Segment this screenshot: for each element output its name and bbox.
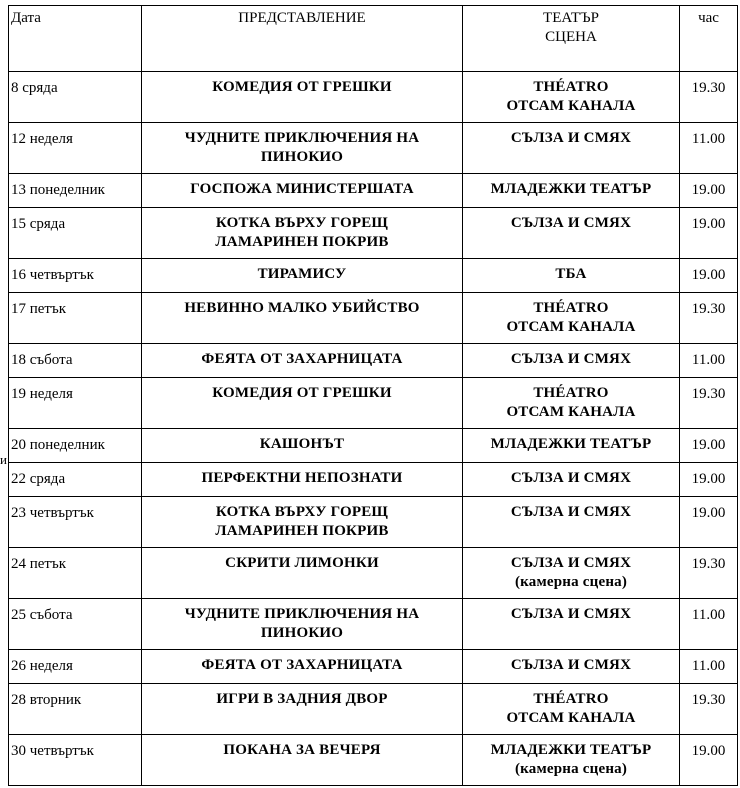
date-cell: 26 неделя xyxy=(9,650,142,684)
play-title-line: ПЕРФЕКТНИ НЕПОЗНАТИ xyxy=(201,470,403,486)
table-row xyxy=(9,378,738,429)
date-cell: 15 сряда xyxy=(9,208,142,259)
play-cell xyxy=(142,735,463,786)
venue-cell xyxy=(463,684,680,735)
venue-line: ОТСАМ КАНАЛА xyxy=(506,319,636,335)
time-cell: 19.30 xyxy=(680,684,738,735)
play-cell xyxy=(142,463,463,497)
date-cell: 24 петък xyxy=(9,548,142,599)
table-row xyxy=(9,684,738,735)
schedule-table xyxy=(8,5,738,786)
play-cell xyxy=(142,72,463,123)
play-title-line: ПИНОКИО xyxy=(260,625,344,641)
date-cell: 12 неделя xyxy=(9,123,142,174)
venue-line: СЪЛЗА И СМЯХ xyxy=(510,351,632,367)
venue-cell xyxy=(463,259,680,293)
play-title-line: ЛАМАРИНЕН ПОКРИВ xyxy=(215,523,389,539)
time-cell: 19.00 xyxy=(680,497,738,548)
play-cell xyxy=(142,259,463,293)
venue-line: THÉATRO xyxy=(533,300,609,316)
play-cell xyxy=(142,293,463,344)
play-cell xyxy=(142,378,463,429)
play-title-line: ТИРАМИСУ xyxy=(257,266,347,282)
venue-cell xyxy=(463,378,680,429)
date-cell: 19 неделя xyxy=(9,378,142,429)
header-date: Дата xyxy=(9,6,142,72)
play-title-line: ЧУДНИТЕ ПРИКЛЮЧЕНИЯ НА xyxy=(184,606,420,622)
venue-line: ОТСАМ КАНАЛА xyxy=(506,404,636,420)
play-cell xyxy=(142,599,463,650)
header-venue-theatre: ТЕАТЪР xyxy=(543,10,599,26)
table-row xyxy=(9,123,738,174)
play-title-line: ФЕЯТА ОТ ЗАХАРНИЦАТА xyxy=(201,351,403,367)
time-cell: 19.00 xyxy=(680,463,738,497)
table-row xyxy=(9,72,738,123)
time-cell: 11.00 xyxy=(680,123,738,174)
venue-line: THÉATRO xyxy=(533,385,609,401)
stray-character: и xyxy=(0,452,7,467)
time-cell: 11.00 xyxy=(680,344,738,378)
time-cell: 19.30 xyxy=(680,378,738,429)
table-row xyxy=(9,293,738,344)
time-cell: 19.30 xyxy=(680,72,738,123)
play-cell xyxy=(142,548,463,599)
venue-line: СЪЛЗА И СМЯХ xyxy=(510,606,632,622)
schedule-rows xyxy=(9,72,738,786)
play-title-line: КОМЕДИЯ ОТ ГРЕШКИ xyxy=(212,79,392,95)
venue-line: СЪЛЗА И СМЯХ xyxy=(510,504,632,520)
table-row xyxy=(9,344,738,378)
play-title-line: ГОСПОЖА МИНИСТЕРШАТА xyxy=(190,181,414,197)
time-cell: 19.00 xyxy=(680,174,738,208)
time-cell: 19.00 xyxy=(680,429,738,463)
date-cell: 16 четвъртък xyxy=(9,259,142,293)
venue-line: СЪЛЗА И СМЯХ xyxy=(510,657,632,673)
time-cell: 19.00 xyxy=(680,208,738,259)
play-title-line: КАШОНЪТ xyxy=(259,436,345,452)
header-time: час xyxy=(680,6,738,72)
table-row xyxy=(9,599,738,650)
table-row xyxy=(9,259,738,293)
table-row xyxy=(9,735,738,786)
play-title-line: ИГРИ В ЗАДНИЯ ДВОР xyxy=(216,691,388,707)
venue-cell xyxy=(463,497,680,548)
table-row xyxy=(9,174,738,208)
header-row xyxy=(9,6,738,72)
date-cell: 8 сряда xyxy=(9,72,142,123)
header-venue xyxy=(463,6,680,72)
play-cell xyxy=(142,429,463,463)
header-play: ПРЕДСТАВЛЕНИЕ xyxy=(142,6,463,72)
venue-line: ОТСАМ КАНАЛА xyxy=(506,710,636,726)
play-cell xyxy=(142,123,463,174)
play-cell xyxy=(142,208,463,259)
header-venue-stage: СЦЕНА xyxy=(545,29,597,45)
venue-line: СЪЛЗА И СМЯХ xyxy=(510,130,632,146)
date-cell: 20 понеделник xyxy=(9,429,142,463)
venue-cell xyxy=(463,463,680,497)
play-cell xyxy=(142,684,463,735)
venue-line: ТБА xyxy=(555,266,587,282)
venue-line: МЛАДЕЖКИ ТЕАТЪР xyxy=(490,181,652,197)
date-cell: 25 събота xyxy=(9,599,142,650)
venue-line: СЪЛЗА И СМЯХ xyxy=(510,215,632,231)
play-title-line: ФЕЯТА ОТ ЗАХАРНИЦАТА xyxy=(201,657,403,673)
date-cell: 18 събота xyxy=(9,344,142,378)
time-cell: 19.00 xyxy=(680,735,738,786)
table-row xyxy=(9,208,738,259)
play-cell xyxy=(142,174,463,208)
venue-cell xyxy=(463,344,680,378)
venue-cell xyxy=(463,72,680,123)
venue-cell xyxy=(463,548,680,599)
venue-line: СЪЛЗА И СМЯХ xyxy=(510,470,632,486)
play-title-line: КОТКА ВЪРХУ ГОРЕЩ xyxy=(215,504,389,520)
venue-cell xyxy=(463,293,680,344)
venue-line: THÉATRO xyxy=(533,691,609,707)
play-title-line: ПИНОКИО xyxy=(260,149,344,165)
play-title-line: ЛАМАРИНЕН ПОКРИВ xyxy=(215,234,389,250)
venue-line: (камерна сцена) xyxy=(514,761,628,777)
play-title-line: КОТКА ВЪРХУ ГОРЕЩ xyxy=(215,215,389,231)
play-title-line: ПОКАНА ЗА ВЕЧЕРЯ xyxy=(223,742,381,758)
venue-cell xyxy=(463,123,680,174)
table-row xyxy=(9,429,738,463)
time-cell: 11.00 xyxy=(680,650,738,684)
venue-cell xyxy=(463,599,680,650)
date-cell: 13 понеделник xyxy=(9,174,142,208)
date-cell: 23 четвъртък xyxy=(9,497,142,548)
play-title-line: ЧУДНИТЕ ПРИКЛЮЧЕНИЯ НА xyxy=(184,130,420,146)
venue-line: THÉATRO xyxy=(533,79,609,95)
time-cell: 19.30 xyxy=(680,548,738,599)
venue-line: МЛАДЕЖКИ ТЕАТЪР xyxy=(490,742,652,758)
table-row xyxy=(9,463,738,497)
date-cell: 22 сряда xyxy=(9,463,142,497)
time-cell: 19.30 xyxy=(680,293,738,344)
time-cell: 19.00 xyxy=(680,259,738,293)
table-row xyxy=(9,650,738,684)
venue-cell xyxy=(463,735,680,786)
table-row xyxy=(9,548,738,599)
date-cell: 28 вторник xyxy=(9,684,142,735)
venue-cell xyxy=(463,208,680,259)
play-title-line: СКРИТИ ЛИМОНКИ xyxy=(225,555,379,571)
date-cell: 30 четвъртък xyxy=(9,735,142,786)
venue-cell xyxy=(463,429,680,463)
play-title-line: КОМЕДИЯ ОТ ГРЕШКИ xyxy=(212,385,392,401)
time-cell: 11.00 xyxy=(680,599,738,650)
venue-line: (камерна сцена) xyxy=(514,574,628,590)
venue-cell xyxy=(463,650,680,684)
table-row xyxy=(9,497,738,548)
play-cell xyxy=(142,497,463,548)
venue-line: СЪЛЗА И СМЯХ xyxy=(510,555,632,571)
venue-line: ОТСАМ КАНАЛА xyxy=(506,98,636,114)
date-cell: 17 петък xyxy=(9,293,142,344)
venue-line: МЛАДЕЖКИ ТЕАТЪР xyxy=(490,436,652,452)
play-cell xyxy=(142,344,463,378)
venue-cell xyxy=(463,174,680,208)
play-title-line: НЕВИННО МАЛКО УБИЙСТВО xyxy=(184,300,420,316)
play-cell xyxy=(142,650,463,684)
